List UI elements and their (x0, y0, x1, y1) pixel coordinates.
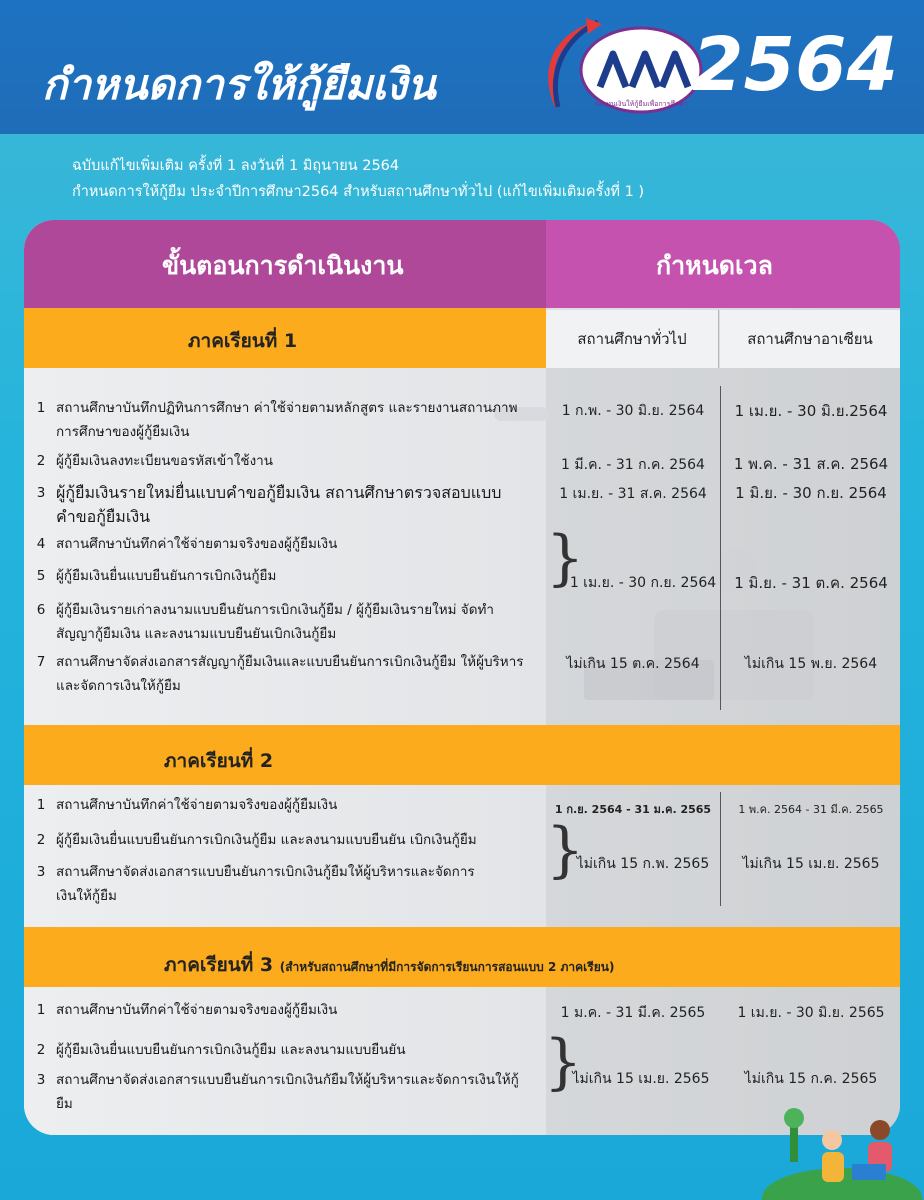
col-asean-header: สถานศึกษาอาเซียน (720, 310, 900, 368)
col-general-header: สถานศึกษาทั่วไป (546, 310, 719, 368)
row-number: 3 (36, 1072, 46, 1088)
header-schedule: กำหนดเวล (656, 251, 773, 280)
row-text: สถานศึกษาบันทึกค่าใช้จ่ายตามจริงของผู้กู้ยืมเงิน (56, 797, 338, 813)
row-asean-date: 1 เม.ย. - 30 มิ.ย. 2565 (737, 1005, 885, 1021)
semester-2-label: ภาคเรียนที่ 2 (164, 750, 274, 772)
group-asean-date: ไม่เกิน 15 ก.ค. 2565 (744, 1071, 878, 1087)
row-number: 3 (36, 485, 46, 501)
semester-1-label: ภาคเรียนที่ 1 (188, 330, 298, 352)
fund-logo (538, 12, 708, 120)
subtitle-line-1: ฉบับแก้ไขเพิ่มเติม ครั้งที่ 1 ลงวันที่ 1 มิถุนายน 2564 (72, 158, 400, 174)
row-number: 1 (36, 797, 46, 813)
row-number: 2 (36, 832, 46, 848)
row-text: ผู้กู้ยืมเงินรายเก่าลงนามแบบยืนยันการเบิกเงินกู้ยืม / ผู้กู้ยืมเงินรายใหม่ จัดทำสัญญากู้ยืมเงิน และลงนามแบบยืนยันเบิกเงินกู้ยืม (56, 602, 494, 642)
row-text: ผู้กู้ยืมเงินยื่นแบบยืนยันการเบิกเงินกู้ยืม และลงนามแบบยืนยัน เบิกเงินกู้ยืม (56, 832, 477, 848)
semester-3-title: ภาคเรียนที่ 3 (164, 954, 274, 976)
row-general-date: 1 ก.ย. 2564 - 31 ม.ค. 2565 (554, 803, 712, 816)
row-number: 3 (36, 864, 46, 880)
row-number: 1 (36, 1002, 46, 1018)
row-text: ผู้กู้ยืมเงินยื่นแบบยืนยันการเบิกเงินกู้ยืม (56, 568, 277, 584)
row-text: ผู้กู้ยืมเงินรายใหม่ยื่นแบบคำขอกู้ยืมเงิน สถานศึกษาตรวจสอบแบบคำขอกู้ยืมเงิน (56, 483, 502, 526)
row-general-date: 1 เม.ย. - 31 ส.ค. 2564 (559, 486, 707, 502)
group-brace: } (546, 815, 585, 885)
logo-caption: กองทุนเงินให้กู้ยืมเพื่อการศึกษา (594, 100, 688, 108)
row-number: 4 (36, 536, 46, 552)
row-general-date: 1 ม.ค. - 31 มี.ค. 2565 (560, 1005, 706, 1021)
row-text: สถานศึกษาบันทึกปฏิทินการศึกษา ค่าใช้จ่ายตามหลักสูตร และรายงานสถานภาพการศึกษาของผู้กู้ยืมเงิน (56, 400, 518, 440)
row-number: 1 (36, 400, 46, 416)
column-divider (720, 386, 721, 710)
schedule-table (24, 220, 900, 1135)
row-text: สถานศึกษาบันทึกค่าใช้จ่ายตามจริงของผู้กู้ยืมเงิน (56, 1002, 338, 1018)
row-text: สถานศึกษาบันทึกค่าใช้จ่ายตามจริงของผู้กู้ยืมเงิน (56, 536, 338, 552)
row-asean-date: ไม่เกิน 15 พ.ย. 2564 (744, 656, 878, 672)
row-asean-date: 1 เม.ย. - 30 มิ.ย.2564 (734, 402, 888, 420)
header-banner (0, 0, 924, 134)
group-general-date: ไม่เกิน 15 เม.ย. 2565 (572, 1071, 710, 1087)
group-brace: } (544, 1027, 583, 1097)
row-general-date: 1 ก.พ. - 30 มิ.ย. 2564 (561, 403, 705, 419)
semester-3-note: (สำหรับสถานศึกษาที่มีการจัดการเรียนการสอนแบบ 2 ภาคเรียน) (279, 960, 615, 974)
row-asean-date: 1 มิ.ย. - 30 ก.ย. 2564 (735, 484, 887, 502)
students-illustration (752, 1100, 924, 1200)
person-laptop-illustration (584, 540, 884, 720)
row-general-date: ไม่เกิน 15 ต.ค. 2564 (566, 656, 700, 672)
row-text: ผู้กู้ยืมเงินลงทะเบียนขอรหัสเข้าใช้งาน (56, 453, 273, 469)
row-number: 7 (36, 654, 46, 670)
header-steps: ขั้นตอนการดำเนินงาน (162, 251, 404, 280)
semester-2-bar (24, 725, 900, 785)
column-divider (720, 792, 721, 906)
header-year: 2564 (692, 22, 898, 108)
row-number: 6 (36, 602, 46, 618)
row-number: 5 (36, 568, 46, 584)
group-general-date: 1 เม.ย. - 30 ก.ย. 2564 (569, 575, 717, 591)
group-asean-date: 1 มิ.ย. - 31 ต.ค. 2564 (734, 574, 888, 592)
page-title: กำหนดการให้กู้ยืมเงิน (42, 60, 436, 109)
subtitle-line-2: กำหนดการให้กู้ยืม ประจำปีการศึกษา2564 สำหรับสถานศึกษาทั่วไป (แก้ไขเพิ่มเติมครั้งที่ 1 ) (72, 184, 645, 200)
row-text: สถานศึกษาจัดส่งเอกสารแบบยืนยันการเบิกเงินกู้ยืมให้ผู้บริหารและจัดการเงินให้กู้ยืม (56, 864, 475, 904)
group-general-date: ไม่เกิน 15 ก.พ. 2565 (576, 856, 710, 872)
row-text: สถานศึกษาจัดส่งเอกสารสัญญากู้ยืมเงินและแบบยืนยันการเบิกเงินกู้ยืม ให้ผู้บริหารและจัดการเงินให้กู้ยืม (56, 654, 524, 694)
semester-3-label (164, 950, 614, 980)
row-number: 2 (36, 1042, 46, 1058)
row-asean-date: 1 พ.ค. - 31 ส.ค. 2564 (733, 455, 889, 473)
logo-icon (538, 12, 708, 120)
row-general-date: 1 มี.ค. - 31 ก.ค. 2564 (561, 457, 705, 473)
group-asean-date: ไม่เกิน 15 เม.ย. 2565 (742, 856, 880, 872)
row-asean-date: 1 พ.ค. 2564 - 31 มี.ค. 2565 (738, 803, 884, 816)
group-brace: } (546, 523, 585, 593)
row-number: 2 (36, 453, 46, 469)
row-text: ผู้กู้ยืมเงินยื่นแบบยืนยันการเบิกเงินกู้ยืม และลงนามแบบยืนยัน (56, 1042, 406, 1058)
row-text: สถานศึกษาจัดส่งเอกสารแบบยืนยันการเบิกเงินกัยืมให้ผู้บริหารและจัดการเงินให้กู้ยืม (56, 1072, 519, 1112)
